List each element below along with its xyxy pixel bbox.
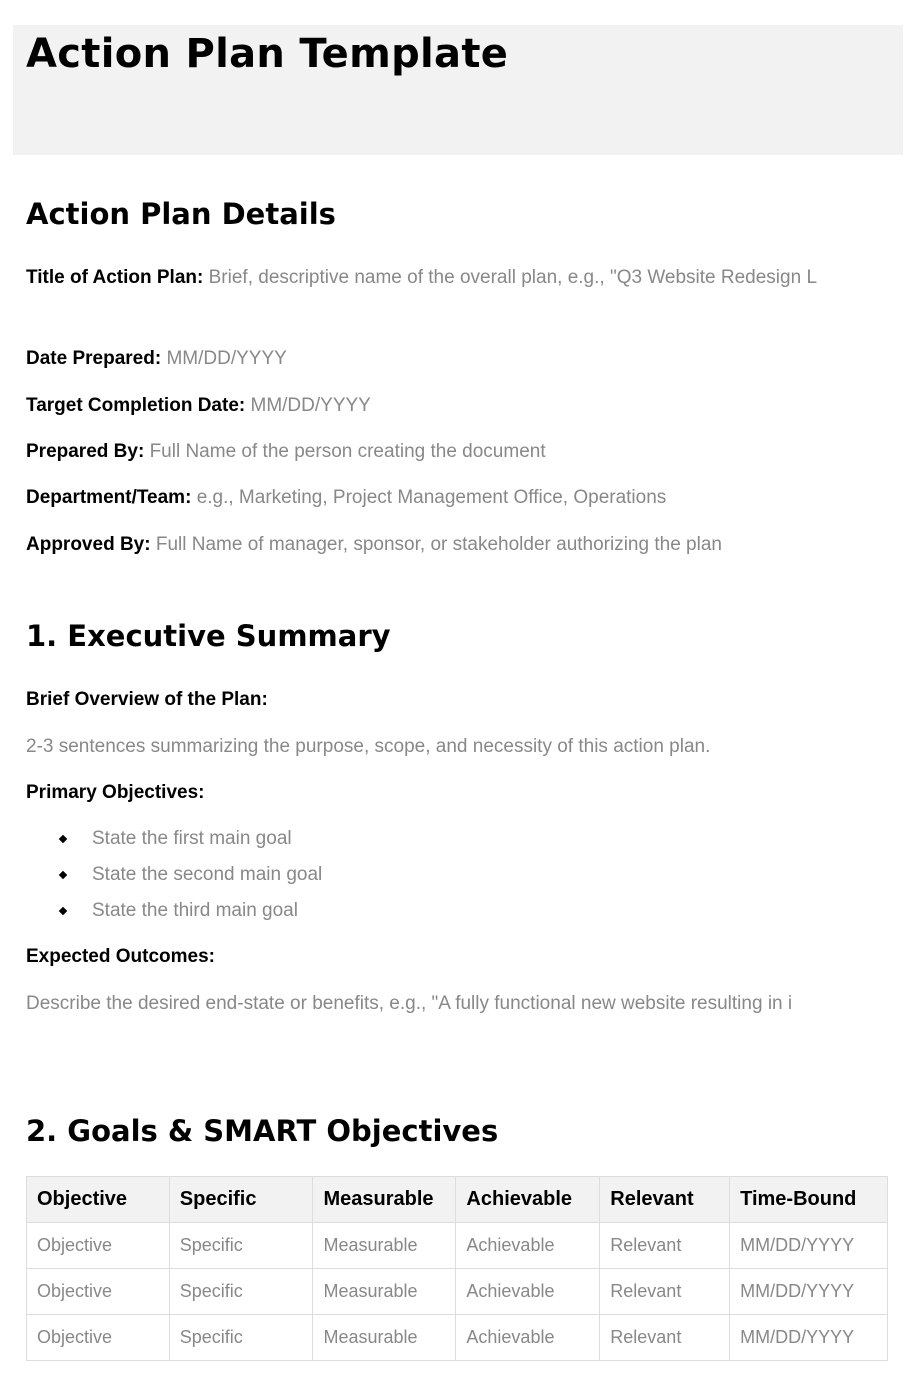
outcomes-text[interactable]: Describe the desired end-state or benefits, e.g., "A fully functional new website resulting in i <box>26 993 793 1014</box>
table-row <box>27 1315 888 1361</box>
list-item <box>60 828 292 850</box>
column-header: Relevant <box>600 1177 730 1223</box>
field-department <box>26 487 892 509</box>
column-header: Achievable <box>456 1177 600 1223</box>
field-value[interactable]: Full Name of manager, sponsor, or stakeholder authorizing the plan <box>155 534 722 555</box>
table-cell[interactable]: Specific <box>169 1269 313 1315</box>
table-cell[interactable]: Achievable <box>456 1269 600 1315</box>
field-value[interactable]: Full Name of the person creating the document <box>149 441 546 462</box>
table-cell[interactable]: Relevant <box>600 1223 730 1269</box>
column-header: Time-Bound <box>730 1177 888 1223</box>
field-value[interactable]: MM/DD/YYYY <box>250 395 371 416</box>
field-label: Prepared By: <box>26 441 145 462</box>
title-banner <box>13 25 903 155</box>
list-item <box>60 900 298 922</box>
field-value[interactable]: Brief, descriptive name of the overall plan, e.g., "Q3 Website Redesign L <box>208 267 818 288</box>
column-header: Measurable <box>313 1177 456 1223</box>
table-cell[interactable]: Achievable <box>456 1315 600 1361</box>
field-label: Title of Action Plan: <box>26 267 204 288</box>
field-title <box>26 267 892 289</box>
bullet-icon <box>59 835 67 843</box>
table-cell[interactable]: MM/DD/YYYY <box>730 1223 888 1269</box>
objective-text[interactable]: State the third main goal <box>92 900 298 921</box>
table-row <box>27 1269 888 1315</box>
table-cell[interactable]: MM/DD/YYYY <box>730 1269 888 1315</box>
column-header: Specific <box>169 1177 313 1223</box>
table-cell[interactable]: Relevant <box>600 1315 730 1361</box>
objectives-label: Primary Objectives: <box>26 782 205 803</box>
table-row <box>27 1223 888 1269</box>
field-approved-by <box>26 534 892 556</box>
table-cell[interactable]: Objective <box>27 1269 170 1315</box>
table-cell[interactable]: Objective <box>27 1315 170 1361</box>
table-cell[interactable]: Measurable <box>313 1315 456 1361</box>
outcomes-label: Expected Outcomes: <box>26 946 215 967</box>
table-cell[interactable]: Measurable <box>313 1223 456 1269</box>
table-cell[interactable]: Specific <box>169 1315 313 1361</box>
field-label: Department/Team: <box>26 487 192 508</box>
field-value[interactable]: e.g., Marketing, Project Management Office, Operations <box>196 487 667 508</box>
overview-text[interactable]: 2-3 sentences summarizing the purpose, scope, and necessity of this action plan. <box>26 736 711 757</box>
table-cell[interactable]: Objective <box>27 1223 170 1269</box>
objective-text[interactable]: State the first main goal <box>92 828 292 849</box>
table-cell[interactable]: MM/DD/YYYY <box>730 1315 888 1361</box>
field-prepared-by <box>26 441 892 463</box>
bullet-icon <box>59 871 67 879</box>
field-value[interactable]: MM/DD/YYYY <box>166 348 287 369</box>
executive-summary-heading: 1. Executive Summary <box>26 619 391 653</box>
overview-label: Brief Overview of the Plan: <box>26 689 268 710</box>
table-header-row <box>27 1177 888 1223</box>
field-label: Target Completion Date: <box>26 395 246 416</box>
column-header: Objective <box>27 1177 170 1223</box>
field-date-prepared <box>26 348 892 370</box>
table-cell[interactable]: Measurable <box>313 1269 456 1315</box>
objective-text[interactable]: State the second main goal <box>92 864 323 885</box>
table-cell[interactable]: Specific <box>169 1223 313 1269</box>
field-label: Date Prepared: <box>26 348 162 369</box>
goals-heading: 2. Goals & SMART Objectives <box>26 1114 499 1148</box>
bullet-icon <box>59 907 67 915</box>
details-heading: Action Plan Details <box>26 197 336 231</box>
table-cell[interactable]: Relevant <box>600 1269 730 1315</box>
smart-objectives-table <box>26 1176 888 1361</box>
page-title: Action Plan Template <box>26 31 509 77</box>
table-cell[interactable]: Achievable <box>456 1223 600 1269</box>
field-label: Approved By: <box>26 534 151 555</box>
field-target-date <box>26 395 892 417</box>
list-item <box>60 864 322 886</box>
